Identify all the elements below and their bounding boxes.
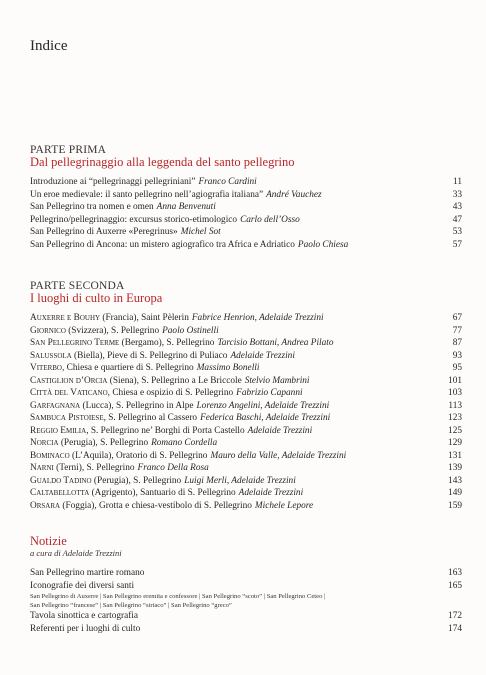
- section-part-one: [30, 144, 462, 251]
- toc-entry[interactable]: San Pellegrino di Auxerre «Peregrinus» Michel Sot 53: [30, 227, 462, 237]
- toc-entry[interactable]: Tavola sinottica e cartografia 172: [30, 611, 462, 621]
- page-number: 43: [452, 202, 462, 212]
- toc-entry[interactable]: Viterbo, Chiesa e quartiere di S. Pellegrino Massimo Bonelli 95: [30, 363, 462, 373]
- part-one-title: Dal pellegrinaggio alla leggenda del santo pellegrino: [30, 155, 295, 169]
- page-number: 77: [452, 325, 462, 336]
- page-number: 172: [448, 611, 462, 621]
- page-number: 87: [452, 338, 462, 348]
- part-two-label: PARTE SECONDA: [30, 280, 125, 292]
- toc-entry[interactable]: Castiglion d’Orcia (Siena), S. Pellegrino a Le Briccole Stelvio Mambrini 101: [30, 375, 462, 386]
- toc-entry[interactable]: Bominaco (L’Aquila), Oratorio di S. Pellegrino Mauro della Valle, Adelaide Trezzini 131: [30, 450, 462, 461]
- place-name: Bominaco: [30, 450, 70, 461]
- place-name: Caltabellotta: [30, 488, 90, 498]
- page-number: 47: [452, 214, 462, 225]
- toc-entry[interactable]: San Pellegrino martire romano 163: [30, 568, 462, 578]
- toc-entry[interactable]: Giornico (Svizzera), S. Pellegrino Paolo Ostinelli 77: [30, 325, 462, 336]
- place-name: San Pellegrino Terme: [30, 338, 120, 348]
- toc-entry[interactable]: Referenti per i luoghi di culto 174: [30, 623, 462, 634]
- part-one-label: PARTE PRIMA: [30, 144, 107, 156]
- page-number: 123: [448, 413, 462, 423]
- page-number: 139: [448, 463, 462, 473]
- toc-entry[interactable]: San Pellegrino di Ancona: un mistero agiografico tra Africa e Adriatico Paolo Chiesa 57: [30, 239, 462, 250]
- toc-entry[interactable]: Norcia (Perugia), S. Pellegrino Romano Cordella 129: [30, 438, 462, 448]
- page-number: 67: [452, 313, 462, 323]
- page-number: 11: [453, 177, 462, 187]
- toc-entry[interactable]: Narni (Terni), S. Pellegrino Franco Della Rosa 139: [30, 463, 462, 473]
- place-name: Giornico: [30, 325, 66, 336]
- place-name: Viterbo: [30, 363, 62, 373]
- page-number: 101: [448, 375, 462, 386]
- toc-entry[interactable]: Introduzione ai “pellegrinaggi pellegriniani” Franco Cardini 11: [30, 177, 462, 187]
- toc-entry[interactable]: San Pellegrino tra nomen e omen Anna Benvenuti 43: [30, 202, 462, 212]
- page: [30, 0, 462, 675]
- toc-entry[interactable]: Auxerre e Bouhy (Francia), Saint Pèlerin Fabrice Henrion, Adelaide Trezzini 67: [30, 313, 462, 323]
- toc-entry[interactable]: Città del Vaticano, Chiesa e ospizio di S. Pellegrino Fabrizio Capanni 103: [30, 388, 462, 398]
- place-name: Salussola: [30, 350, 72, 361]
- toc-entry[interactable]: San Pellegrino Terme (Bergamo), S. Pellegrino Tarcisio Bottani, Andrea Pilato 87: [30, 338, 462, 348]
- page-number: 53: [452, 227, 462, 237]
- toc-entry[interactable]: Reggio Emilia, S. Pellegrino ne’ Borghi di Porta Castello Adelaide Trezzini 125: [30, 425, 462, 436]
- toc-entry[interactable]: Iconografie dei diversi santi 165: [30, 580, 462, 591]
- page-number: 131: [448, 450, 462, 461]
- place-name: Orsara: [30, 500, 61, 511]
- toc-entry[interactable]: Sambuca Pistoiese, S. Pellegrino al Cassero Federica Baschi, Adelaide Trezzini 123: [30, 413, 462, 423]
- place-name: Reggio Emilia: [30, 425, 87, 436]
- place-name: Gualdo Tadino: [30, 475, 92, 486]
- page-number: 93: [452, 350, 462, 361]
- notizie-entries: [30, 567, 462, 592]
- iconography-sublist: San Pellegrino “francese” | San Pellegrino “siriaco” | San Pellegrino “greco”: [30, 602, 232, 609]
- toc-entry[interactable]: Salussola (Biella), Pieve di S. Pellegrino di Puliaco Adelaide Trezzini 93: [30, 350, 462, 361]
- part-two-entries: [30, 312, 462, 512]
- page-number: 129: [448, 438, 462, 448]
- page-number: 57: [452, 239, 462, 250]
- toc-entry[interactable]: Pellegrino/pellegrinaggio: excursus storico-etimologico Carlo dell’Osso 47: [30, 214, 462, 225]
- part-two-title: I luoghi di culto in Europa: [30, 291, 163, 305]
- section-notizie: [30, 534, 462, 635]
- toc-entry[interactable]: Un eroe medievale: il santo pellegrino nell’agiografia italiana” André Vauchez 33: [30, 189, 462, 200]
- page-number: 95: [452, 363, 462, 373]
- place-name: Sambuca Pistoiese: [30, 413, 104, 423]
- toc-entry[interactable]: Caltabellotta (Agrigento), Santuario di S. Pellegrino Adelaide Trezzini 149: [30, 488, 462, 498]
- page-number: 163: [448, 568, 462, 578]
- page-number: 33: [452, 189, 462, 200]
- notizie-entries-2: [30, 610, 462, 635]
- notizie-curator: a cura di Adelaide Trezzini: [30, 548, 122, 558]
- page-number: 103: [448, 388, 462, 398]
- page-number: 159: [448, 500, 462, 511]
- toc-entry[interactable]: Orsara (Foggia), Grotta e chiesa-vestibolo di S. Pellegrino Michele Lepore 159: [30, 500, 462, 511]
- toc-entry[interactable]: Garfagnana (Lucca), S. Pellegrino in Alpe Lorenzo Angelini, Adelaide Trezzini 113: [30, 400, 462, 411]
- place-name: Città del Vaticano: [30, 388, 108, 398]
- section-part-two: [30, 280, 462, 512]
- page-number: 125: [448, 425, 462, 436]
- place-name: Auxerre e Bouhy: [30, 313, 101, 323]
- page-number: 174: [448, 623, 462, 634]
- page-number: 149: [448, 488, 462, 498]
- part-one-entries: [30, 176, 462, 251]
- place-name: Garfagnana: [30, 400, 81, 411]
- place-name: Narni: [30, 463, 54, 473]
- page-number: 113: [448, 400, 462, 411]
- toc-entry[interactable]: Gualdo Tadino (Perugia), S. Pellegrino Luigi Merli, Adelaide Trezzini 143: [30, 475, 462, 486]
- place-name: Castiglion d’Orcia: [30, 375, 108, 386]
- page-number: 165: [448, 580, 462, 591]
- page-number: 143: [448, 475, 462, 486]
- iconography-sublist: San Pellegrino di Auxerre | San Pellegrino eremita e confessore | San Pellegrino “scoto” | San Pellegrino Ceteo |: [30, 593, 326, 600]
- place-name: Norcia: [30, 438, 59, 448]
- page-title: Indice: [30, 38, 68, 54]
- notizie-title: Notizie: [30, 534, 67, 548]
